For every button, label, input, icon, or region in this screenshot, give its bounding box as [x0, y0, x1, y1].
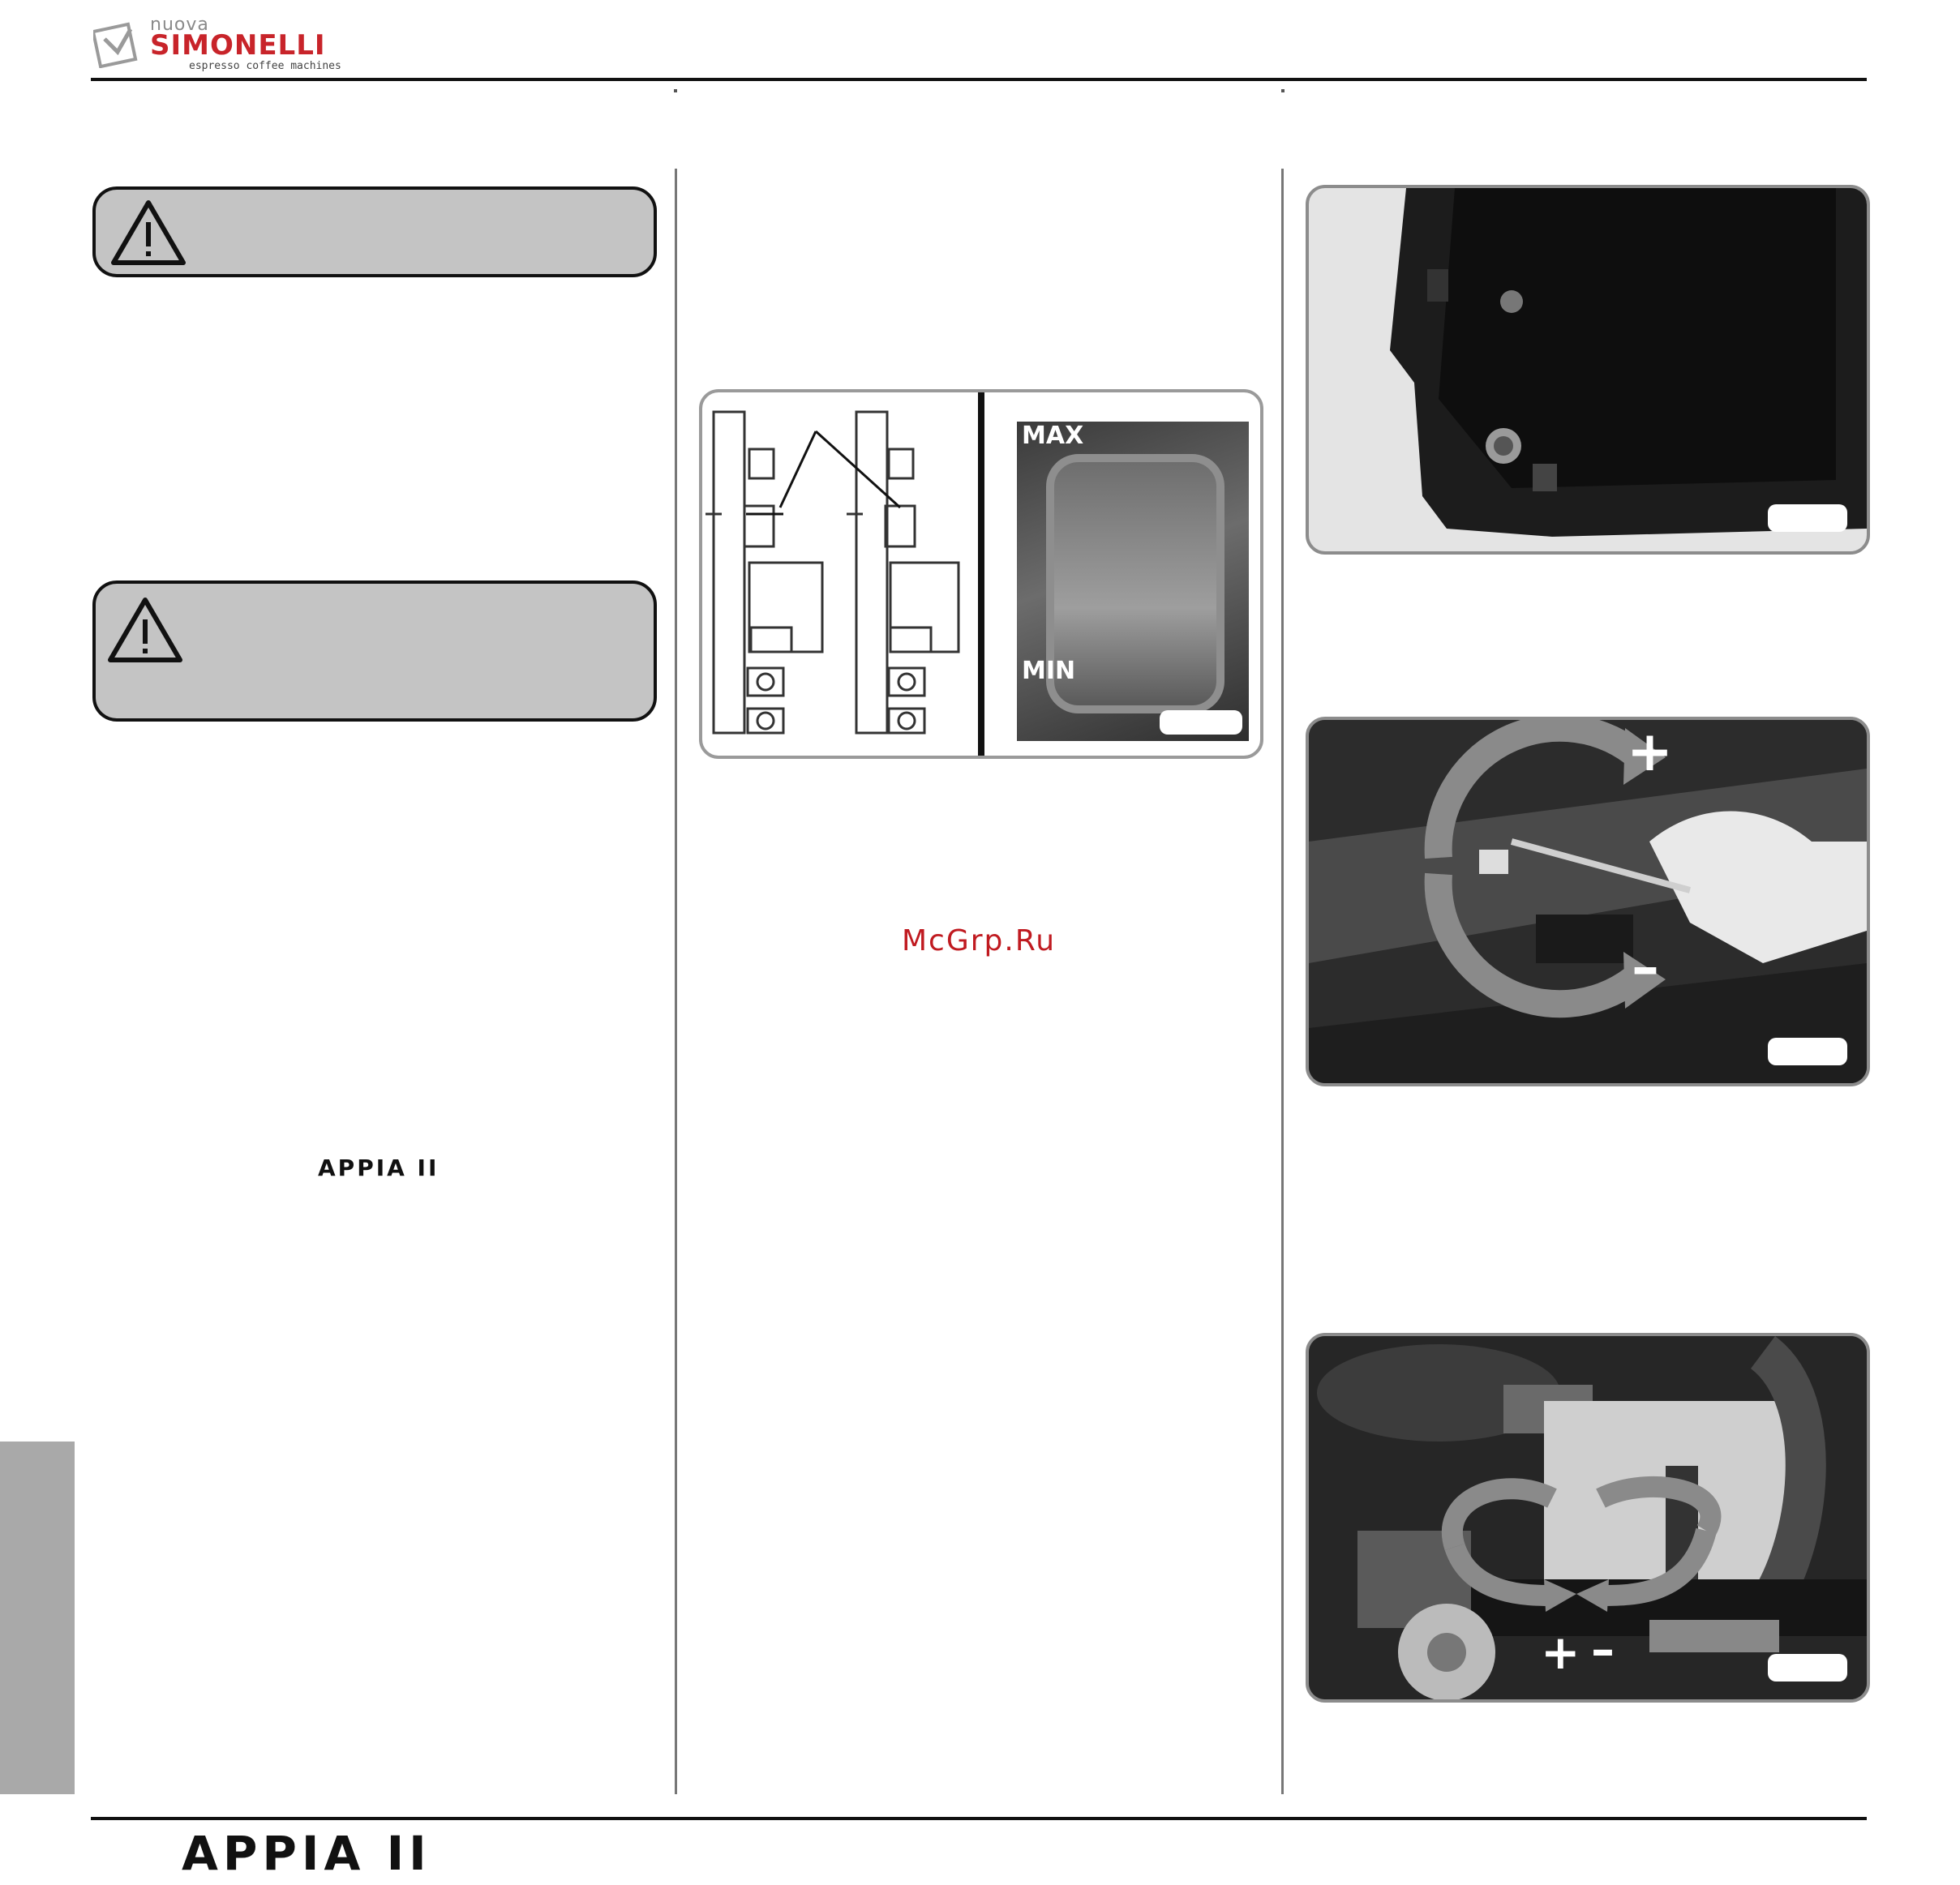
- increase-sign: +: [1541, 1625, 1580, 1680]
- machine-corner-illustration: [1309, 188, 1867, 551]
- photo-pressure-adjustment: [1306, 717, 1870, 1086]
- column-divider: [675, 169, 677, 1794]
- decrease-sign: –: [1591, 1622, 1615, 1677]
- header-rule: [91, 78, 1867, 81]
- water-level-sight-glass-photo: [1017, 422, 1249, 741]
- figure-levels: [699, 389, 1263, 759]
- column-marker: [674, 89, 677, 92]
- hydraulic-circuit-diagram: [702, 392, 984, 756]
- figure-number-pill: [1160, 710, 1242, 735]
- brand-logo: [93, 15, 369, 71]
- footer-rule: [91, 1817, 1867, 1820]
- adjustment-illustration: [1309, 720, 1867, 1083]
- warning-icon: [109, 198, 188, 268]
- watermark: McGrp.Ru: [902, 924, 1057, 957]
- photo-valve-adjustment: [1306, 1333, 1870, 1703]
- warning-box: [92, 186, 657, 277]
- photo-machine-corner: [1306, 185, 1870, 555]
- figure-number-pill: [1768, 1038, 1847, 1065]
- max-level-label: MAX: [1022, 422, 1084, 450]
- column-divider: [1281, 169, 1284, 1794]
- min-level-label: MIN: [1022, 657, 1076, 685]
- column-marker: [1281, 89, 1285, 92]
- figure-number-pill: [1768, 1654, 1847, 1682]
- decrease-sign: –: [1632, 936, 1659, 1000]
- logo-mark-icon: [93, 19, 144, 68]
- logo-nuova: nuova: [150, 15, 209, 35]
- logo-brand: SIMONELLI: [150, 29, 326, 62]
- logo-tagline: espresso coffee machines: [189, 60, 341, 72]
- footer-model-name: APPIA II: [182, 1826, 431, 1881]
- warning-icon: [105, 595, 185, 665]
- model-name-inline: APPIA II: [318, 1155, 440, 1181]
- increase-sign: +: [1627, 720, 1673, 784]
- valve-illustration: [1309, 1336, 1867, 1699]
- section-side-tab: [0, 1442, 75, 1794]
- warning-box: [92, 580, 657, 722]
- figure-number-pill: [1768, 504, 1847, 532]
